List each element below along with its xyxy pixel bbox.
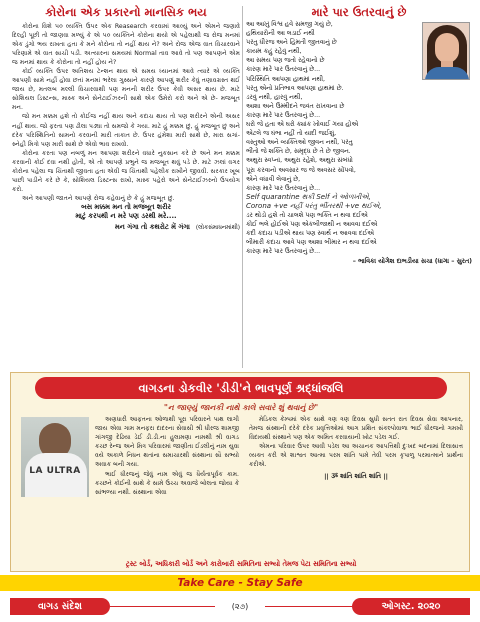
poem-line: વસ્તુઓ અને વ્યક્તિઓ જીવન નથી, પરંતુ — [246, 139, 353, 147]
poem-line: આ આખું વિશ્વ હવે સમજી ગયું છે, — [246, 21, 333, 28]
poem-line: અથુરા સ્વપ્નાં, અથુરા રહેશે, અથુરા સંબંધો — [246, 157, 353, 165]
poem-line: હથિયારોની આ લડાઈ નથી — [246, 30, 315, 38]
author-photo — [422, 22, 470, 80]
page-footer — [0, 595, 480, 617]
poem-line: પૂરા કરવાનો અવસાર જ જે અવસર સોંપવો, — [246, 166, 356, 174]
footer-rule — [110, 606, 215, 607]
poem-title: મારે પાર ઉતરવાનું છે — [311, 5, 407, 19]
poem-line: કારણ મારે પાર ઉતરવાનું છે... — [246, 111, 321, 119]
poem-line: કારણ મારે પાર ઉતરવાનું છે... — [246, 66, 321, 74]
tribute-photo-caption: LA ULTRA — [29, 466, 81, 476]
poem-line: કદી કદાચ પડીએ થાય પણ સ્વાર્થ ન આવવા દઈએ — [246, 230, 374, 238]
column-divider — [242, 6, 243, 368]
article-paragraph: કોઈ વ્યક્તિ ઉપર અતિશય ટેન્શન થાય એ સમય ધ્યાનમાં આવે ત્યારે એ વ્યક્તિ આપણી સામે નહીં હોવા છતાં મનમાં ભરેલા ગુસ્સાને કારણે આપણું શરીર કેવું તણાવગ્રસ્ત થઈ જાય છે, મતલબ મલ્લી વિચારવાથી પણ મનની શરીર ઉપર કેવી અસર થાય છે. માટે સોશિયલ ડિસ્ટન્સ, માસ્ક અને સેનેટાઈઝરની સાથે એક ઉમેરો કરો અને એ છે- મજબૂત મન. — [12, 68, 240, 112]
poem-line: Corona +ve નહીં પરંતુ ભીંતરથી +ve થઈએ, — [246, 201, 382, 210]
signature-text: મન ગંગા તો કથરોટ મેં ગંગા — [114, 222, 190, 231]
signature-note: (લોકસંમાધનમાંથી) — [195, 224, 240, 231]
tribute-left-text — [21, 415, 239, 497]
poem-line: કારણ મારે પાર ઉતરવાનું છે... — [246, 248, 321, 256]
poem-line: પરિસ્થિતિ આપણા હાથમાં નથી, — [246, 75, 326, 83]
poem-line: એટલે જ ઘંભા નહીં તો યાદી જઈશું, — [246, 130, 337, 138]
tribute-shanti: || ૐ શાંતિ શાંતિ શાંતિ || — [324, 471, 388, 480]
issue-date: ઓગસ્ટ. ૨૦૨૦ — [352, 598, 470, 615]
poem-line: પરંતુ ધીરજ અને હિંમતી જીતવાનું છે — [246, 39, 337, 47]
poem-line: પરંતુ એનો પ્રતિભાવ આપણા હાથમાં છે. — [246, 84, 344, 92]
footer-rule — [265, 606, 352, 607]
tribute-paragraph: ભાઈ ધીરજનું જેવું નામ એવું જ ધૈર્યતાપૂર્વક કામ. કચ્છને કોઈની સાથે કે સામે ઉચ્ચ અવાજે બોલતા જોયા કે સાંભળ્યા નથી. સંસ્થાના એવા — [95, 470, 239, 496]
tribute-right-text — [249, 415, 463, 470]
article-paragraph: જો મન મક્કમ હશે તો કોઈજ નહીં થાય અને કદાચ થાય તો પણ શરીરને એની અસર નહીં થાય. જો ફરતા પણ ઢીલા પડ્યા તો સમજો કે ગયા. માટે હું મક્કમ છું, હું મજબૂત છું અને દરેક પરિસ્થિતિનો સામનો કરવાની મારી તાકાત છે. ઉપર હંમેશા મારી સાથે છે, મારા સગાં-સ્નેહી મિત્રો પણ મારી સાથે છે એવો ભાવ રાખવો. — [12, 113, 240, 148]
poem-line: કારણ મારે પાર ઉતરવાનું છે... — [246, 184, 321, 192]
tribute-right-column — [249, 415, 463, 481]
right-poem — [246, 4, 472, 267]
tribute-paragraph: અણધારી આફતના ઓળાથી પૂરા પરિવારને પાથ લાગી જાય એવા ગામ મનફરા દાદરના સેવાસી શ્રી ધીરજ શામજી ગાંગજી દેઢિયા ડેઈ ડી.ડી.ના હુલામણા નામથી શ્રી વાગડ કચ્છ રેન્જ અને મિત્ર પરિવારમાં જાણીતા ઈડલીનું નામ યુવા વયે અકાળે નિધન થતાંના સમાચારથી સંસ્થાના સૌ સભ્યો અવાક બની ગયા. — [95, 416, 239, 469]
poem-line: કોઈ ભલે હોઈએ પણ એકબીજાથી ન આવવા દઈએ — [246, 221, 378, 229]
article-closing-line: બસ મક્કમ મન તો મજબૂત શરીર — [81, 202, 171, 211]
poem-author: – ભાવિકા યોગેશ દાભડીયા સચા (ધાગા – સુરત) — [352, 258, 472, 266]
poem-line: Self quarantine થકી Self ને ઓળખીએ, — [246, 192, 371, 201]
poem-body — [246, 20, 472, 267]
article-body — [12, 22, 240, 203]
poem-line: ડરવું નથી, હારવું નથી, — [246, 93, 303, 101]
poem-line: આ સમય પણ જતો રહેવાનો છે — [246, 57, 325, 65]
article-paragraph: અને આપણી જાતને આપણે રોજ કહેવાનું છે કે હું મજબૂત છું. — [22, 194, 175, 202]
poem-line: ભીંતો જે શક્તિ છે, સમૃદ્ધ છે તે છે જીવન. — [246, 148, 351, 156]
tribute-paragraph: એમના પરિવાર ઉપર આવી પડેલ આ અચાનક આપત્તિથી દુઃખદ બદનામાં દિલાસાત્ત વ્યક્ત કરી એ શાશ્વત આત્મા પરમ શાંતિ પામે તેવી પરમ કૃપાળુ પરમાત્માને પ્રાર્થના કરીએ. — [249, 443, 463, 469]
tribute-box — [10, 372, 470, 572]
poem-line: કાયમ કહું રહેવું નથી, — [246, 48, 302, 56]
tribute-signatories: ટ્રસ્ટ બોર્ડ, અધિકારી બોર્ડ અને કારોબારી સમિતિના સભ્યો તેમજ પેટા સમિતિના સભ્યો — [125, 560, 357, 568]
poem-line: ડર થોડો હશે તો ચાલશે પણ ભક્તિ ન થવા દઈએ — [246, 211, 368, 219]
tribute-paragraph: મેડિકલ કેમ્પમાં એક સાથે ત્રણ ત્રણ દિવસ સુધી સતત રાત દિવસ સેવા આપનાર, તેમજ સંસ્થાની દરેકે દરેક પ્રવૃત્તિઓમાં આગ પ્રથિત સંકલ્પોવાળા ભાઈ ધીરજનો ગમખી વિદાયથી સંસ્થાને પણ એક અમિત કરવાયાની ખોટ પડેલ ગઈ. — [249, 416, 463, 442]
poem-line: આશા અને ઉમ્મીદને જવંત રાખવાના છે — [246, 102, 345, 110]
article-signature — [12, 223, 240, 232]
poem-line: એને વધાવી લેવાનું છે, — [246, 175, 301, 183]
article-paragraph: કોરોના કરતા પણ નબળું મન આપણા શરીરને વધારે નુકસાન કરે છે અને મન મક્કમ કરવાની કોઈ દવા નથી હોતી, એ તો આપણે પ્રભુને જ મજબૂત થવું પડે છે. માટે ઝલાં વગર કોરોના પહેલા જ ચિંતાથી જીવતા હતા એવી જ ચિંતાથી પહેલીક રાખીને જીવવી. સરકાર ખૂબ પાછી પાડીને કરે છે કે, સોશિયલ ડિસ્ટન્સ રાખો, માસ્ક પહેરો અને સેનેટાઈઝરનો ઉપયોગ કરો. — [12, 149, 240, 193]
poem-line: બીમારી કદાચ આવે પણ આશા બીમાર ન થવા દઈએ — [246, 239, 377, 247]
left-article — [12, 4, 240, 232]
article-paragraph: કોરોના વિશે ૫૦ વ્યક્તિ ઉપર એક Reasearch કરવામાં આવ્યું અને એમને જણાવે દિલ્હી પૂછી તો જાણવા મળ્યું કે એ ૫૦ વ્યક્તિને કોરોના થયો એ પહેલાથી જ રોજ મનમાં એક ડુંગો ભય રાખતા હતા કે મને કોરોના તો નહીં થાય ને? અને રોજ એજ વાત વિચારવાને પરિણામે એ વાત સાચી પડી. અત્યારના સમયમાં Normal તાવ આવે તો પણ આપણને એમ જ મનમાં થાય કે કોરોના તો નહીં હોય ને? — [12, 23, 240, 67]
article-title: કોરોના એક પ્રકારનો માનસિક ભય — [45, 5, 207, 19]
tagline-bar: Take Care - Stay Safe — [0, 575, 480, 591]
tribute-subtitle: "ન જાણ્યું જાનકી નાથે કાલે સવારે શું થવાનું છે" — [163, 403, 319, 412]
poem-line: ઘરો જે હતા એ ઘરો ક્યાંક ખોવાઈ ગયા હોએ — [246, 121, 359, 129]
magazine-name: વાગડ સંદેશ — [10, 598, 110, 615]
tribute-title: વાગડના ડોકવીર 'ડીડી'ને ભાવપૂર્ણ શ્રદ્ધાંજલિ — [35, 377, 447, 399]
page-number: (૨૭) — [231, 602, 249, 611]
tribute-photo — [21, 417, 89, 497]
article-closing-line: માટું કરપથી ન મરે પણ ડરથી મરે.... — [75, 212, 177, 221]
tribute-left-column — [21, 415, 239, 499]
